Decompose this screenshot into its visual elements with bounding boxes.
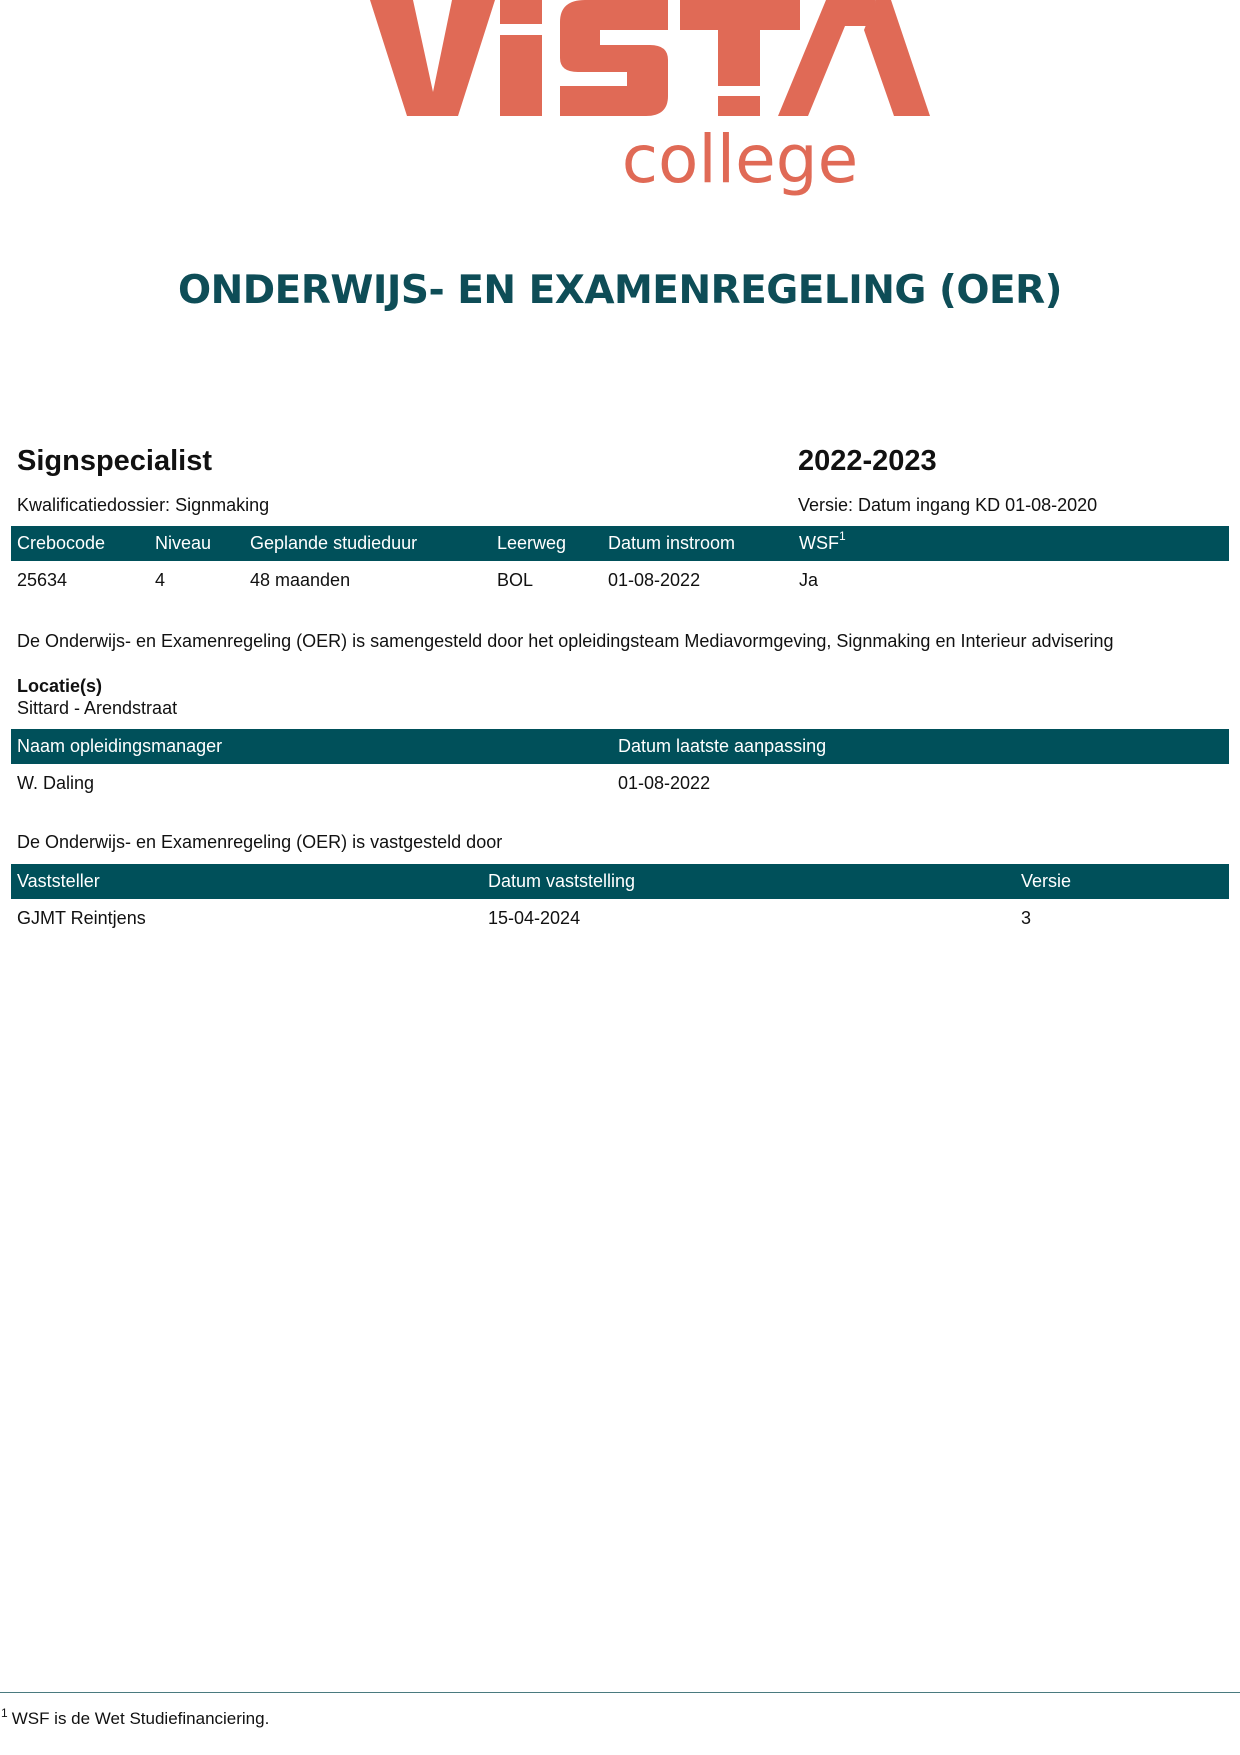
footnote-text: WSF is de Wet Studiefinanciering. (11, 1709, 270, 1728)
studieduur-value: 48 maanden (250, 570, 351, 590)
location-heading: Locatie(s) (17, 676, 103, 696)
manager-value: W. Daling (17, 773, 95, 793)
versie-value: 3 (1021, 908, 1032, 928)
established-by-text: De Onderwijs- en Examenregeling (OER) is vastgesteld door (17, 832, 503, 852)
table-row (11, 764, 1229, 803)
leerweg-value: BOL (497, 570, 534, 590)
composed-by-text: De Onderwijs- en Examenregeling (OER) is samengesteld door het opleidingsteam Mediavormgeving, Signmaking en Interieur advisering (17, 631, 1114, 651)
datum-instroom-value: 01-08-2022 (608, 570, 701, 590)
col-last-update: Datum laatste aanpassing (612, 729, 1229, 764)
vaststeller-value: GJMT Reintjens (17, 908, 146, 928)
col-wsf (793, 526, 1229, 561)
manager-table (11, 729, 1229, 803)
footnote-divider (0, 1692, 1240, 1693)
logo-college-text: college (621, 121, 859, 198)
program-name: Signspecialist (17, 445, 213, 477)
vista-college-logo (0, 0, 1240, 210)
wsf-value: Ja (799, 570, 819, 590)
table-header-row (11, 526, 1229, 561)
col-vaststeller: Vaststeller (11, 864, 482, 899)
wsf-label: WSF (799, 533, 839, 553)
col-manager: Naam opleidingsmanager (11, 729, 612, 764)
logo-letter-t-dot (718, 96, 760, 116)
footnote (1, 1706, 270, 1729)
footnote-mark: 1 (1, 1706, 8, 1721)
datum-vaststelling-value: 15-04-2024 (488, 908, 581, 928)
establishment-table (11, 864, 1229, 938)
table-row (11, 899, 1229, 938)
location-value: Sittard - Arendstraat (17, 698, 178, 718)
col-studieduur: Geplande studieduur (244, 526, 491, 561)
document-title: ONDERWIJS- EN EXAMENREGELING (OER) (178, 268, 1062, 313)
kwalificatiedossier: Kwalificatiedossier: Signmaking (17, 495, 270, 515)
program-year: 2022-2023 (798, 445, 937, 477)
col-datum-instroom: Datum instroom (602, 526, 793, 561)
crebocode-value: 25634 (17, 570, 68, 590)
col-datum-vaststelling: Datum vaststelling (482, 864, 1015, 899)
logo-letter-a-right (864, 0, 930, 116)
logo-letter-v (370, 0, 495, 116)
col-versie: Versie (1015, 864, 1229, 899)
version-info: Versie: Datum ingang KD 01-08-2020 (798, 495, 1098, 515)
col-niveau: Niveau (149, 526, 244, 561)
logo-letter-t-stem (718, 0, 760, 86)
logo-letter-i-dot (500, 0, 542, 24)
footnote-ref: 1 (839, 529, 846, 543)
col-leerweg: Leerweg (491, 526, 602, 561)
niveau-value: 4 (155, 570, 166, 590)
logo-letter-s (560, 0, 668, 116)
program-details-table (11, 526, 1229, 600)
last-update-value: 01-08-2022 (618, 773, 711, 793)
col-crebocode: Crebocode (11, 526, 149, 561)
logo-letter-i (500, 35, 542, 116)
table-header-row (11, 729, 1229, 764)
table-header-row (11, 864, 1229, 899)
table-row (11, 561, 1229, 600)
